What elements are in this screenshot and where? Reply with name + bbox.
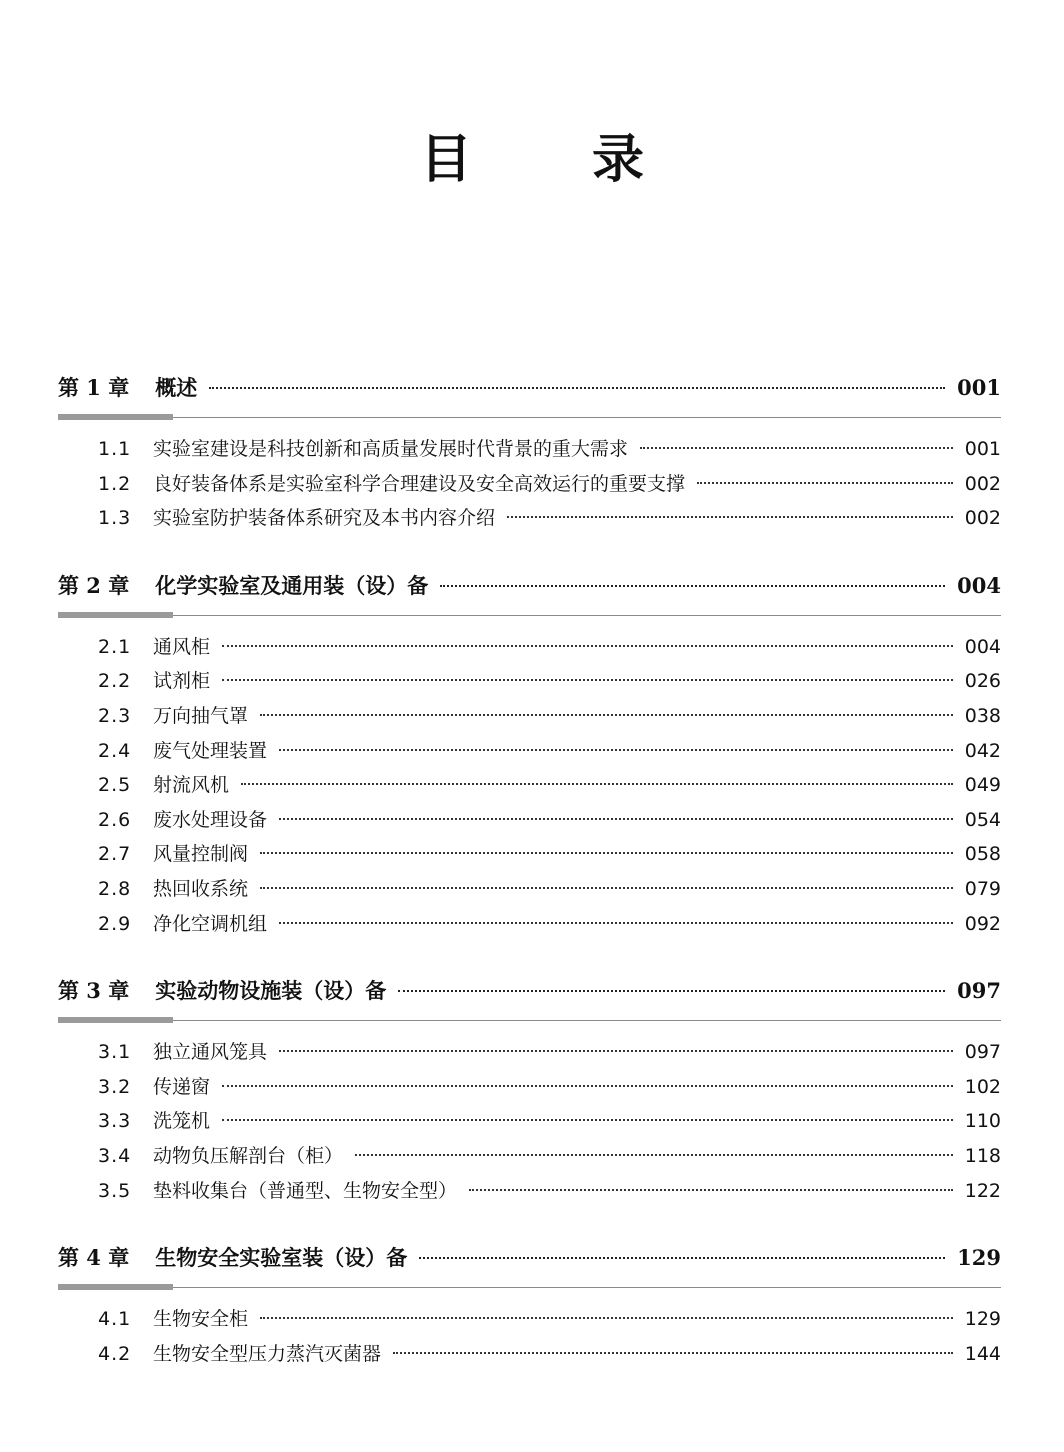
dot-leader <box>209 387 945 389</box>
section-page: 092 <box>964 912 1001 935</box>
section-title: 实验室建设是科技创新和高质量发展时代背景的重大需求 <box>153 438 629 460</box>
section-number: 2.6 <box>98 808 132 831</box>
section-title: 射流风机 <box>153 774 230 797</box>
toc-entry[interactable] <box>58 1139 1001 1174</box>
section-title: 通风柜 <box>153 635 211 658</box>
toc-entry[interactable] <box>58 1104 1001 1139</box>
page-title: 目录 <box>419 129 764 190</box>
chapter-title: 化学实验室及通用装（设）备 <box>155 572 429 598</box>
section-title: 废水处理设备 <box>153 808 268 831</box>
chapter-2 <box>58 566 1001 941</box>
chapter-heading[interactable] <box>58 971 1001 1011</box>
toc-entry[interactable] <box>58 1035 1001 1070</box>
section-page: 129 <box>964 1308 1001 1331</box>
chapter-rule <box>58 1280 1001 1292</box>
section-number: 4.2 <box>98 1342 132 1365</box>
chapter-page: 129 <box>957 1245 1001 1271</box>
chapter-title: 实验动物设施装（设）备 <box>155 978 387 1004</box>
section-page: 097 <box>964 1041 1001 1064</box>
section-page: 054 <box>964 808 1001 831</box>
section-title: 洗笼机 <box>153 1110 211 1133</box>
dot-leader <box>355 1154 953 1156</box>
section-number: 2.2 <box>98 670 132 693</box>
section-number: 3.1 <box>98 1041 132 1064</box>
section-page: 038 <box>964 704 1001 727</box>
dot-leader <box>469 1189 953 1191</box>
dot-leader <box>697 482 953 484</box>
dot-leader <box>260 714 953 716</box>
chapter-4 <box>58 1238 1001 1371</box>
section-title: 热回收系统 <box>153 877 249 900</box>
section-list <box>58 1292 1001 1371</box>
section-page: 102 <box>964 1075 1001 1098</box>
section-page: 001 <box>964 438 1001 460</box>
section-page: 049 <box>964 774 1001 797</box>
chapter-rule <box>58 1013 1001 1025</box>
dot-leader <box>260 852 953 854</box>
toc-entry[interactable] <box>58 630 1001 665</box>
dot-leader <box>393 1352 953 1354</box>
dot-leader <box>222 679 953 681</box>
dot-leader <box>640 447 953 449</box>
section-title: 生物安全型压力蒸汽灭菌器 <box>153 1342 382 1365</box>
section-list <box>58 620 1001 941</box>
toc-entry[interactable] <box>58 699 1001 734</box>
chapter-number: 第 3 章 <box>58 978 130 1004</box>
section-page: 026 <box>964 670 1001 693</box>
section-number: 2.4 <box>98 739 132 762</box>
section-page: 002 <box>964 472 1001 495</box>
section-title: 万向抽气罩 <box>153 704 249 727</box>
dot-leader <box>222 645 953 647</box>
section-list <box>58 422 1001 536</box>
dot-leader <box>398 990 945 992</box>
dot-leader <box>260 1317 953 1319</box>
chapter-heading[interactable] <box>58 1238 1001 1278</box>
section-page: 058 <box>964 843 1001 866</box>
chapter-page: 001 <box>957 375 1001 400</box>
toc-entry[interactable] <box>58 803 1001 838</box>
section-page: 122 <box>964 1179 1001 1202</box>
toc-entry[interactable] <box>58 1070 1001 1105</box>
toc-entry[interactable] <box>58 467 1001 502</box>
section-title: 废气处理装置 <box>153 739 268 762</box>
section-number: 2.5 <box>98 774 132 797</box>
chapter-1 <box>58 368 1001 536</box>
section-page: 110 <box>964 1110 1001 1133</box>
toc-entry[interactable] <box>58 1302 1001 1337</box>
dot-leader <box>279 922 953 924</box>
chapter-number: 第 2 章 <box>58 572 130 598</box>
section-number: 3.3 <box>98 1110 132 1133</box>
dot-leader <box>241 783 953 785</box>
chapter-3 <box>58 971 1001 1208</box>
dot-leader <box>222 1119 953 1121</box>
chapter-page: 004 <box>957 572 1001 598</box>
chapter-rule <box>58 410 1001 422</box>
section-title: 动物负压解剖台（柜） <box>153 1144 344 1167</box>
toc-entry[interactable] <box>58 734 1001 769</box>
chapter-rule <box>58 608 1001 620</box>
section-number: 1.3 <box>98 507 132 530</box>
section-number: 2.9 <box>98 912 132 935</box>
toc-entry[interactable] <box>58 432 1001 467</box>
chapter-heading[interactable] <box>58 566 1001 606</box>
toc-entry[interactable] <box>58 837 1001 872</box>
toc-entry[interactable] <box>58 1337 1001 1372</box>
section-number: 1.2 <box>98 472 132 495</box>
section-page: 079 <box>964 877 1001 900</box>
section-page: 002 <box>964 507 1001 530</box>
section-list <box>58 1025 1001 1208</box>
chapter-page: 097 <box>957 978 1001 1004</box>
toc-entry[interactable] <box>58 768 1001 803</box>
dot-leader <box>419 1257 945 1259</box>
section-number: 2.8 <box>98 877 132 900</box>
section-number: 1.1 <box>98 438 132 460</box>
section-title: 独立通风笼具 <box>153 1041 268 1064</box>
dot-leader <box>222 1085 953 1087</box>
table-of-contents <box>58 368 1001 1401</box>
section-title: 生物安全柜 <box>153 1308 249 1331</box>
section-number: 3.4 <box>98 1144 132 1167</box>
dot-leader <box>507 516 953 518</box>
section-title: 垫料收集台（普通型、生物安全型） <box>153 1179 458 1202</box>
toc-entry[interactable] <box>58 1174 1001 1209</box>
section-title: 风量控制阀 <box>153 843 249 866</box>
section-number: 2.3 <box>98 704 132 727</box>
section-page: 004 <box>964 635 1001 658</box>
section-title: 净化空调机组 <box>153 912 268 935</box>
section-number: 4.1 <box>98 1308 132 1331</box>
toc-entry[interactable] <box>58 872 1001 907</box>
toc-entry[interactable] <box>58 501 1001 536</box>
dot-leader <box>440 585 945 587</box>
section-number: 3.5 <box>98 1179 132 1202</box>
toc-entry[interactable] <box>58 907 1001 942</box>
section-number: 3.2 <box>98 1075 132 1098</box>
section-title: 试剂柜 <box>153 670 211 693</box>
dot-leader <box>260 887 953 889</box>
section-page: 118 <box>964 1144 1001 1167</box>
chapter-number: 第 4 章 <box>58 1245 130 1271</box>
toc-entry[interactable] <box>58 664 1001 699</box>
section-page: 042 <box>964 739 1001 762</box>
section-page: 144 <box>964 1342 1001 1365</box>
dot-leader <box>279 749 953 751</box>
section-title: 传递窗 <box>153 1075 211 1098</box>
chapter-number: 第 1 章 <box>58 375 130 400</box>
section-title: 良好装备体系是实验室科学合理建设及安全高效运行的重要支撑 <box>153 472 686 495</box>
section-number: 2.7 <box>98 843 132 866</box>
section-title: 实验室防护装备体系研究及本书内容介绍 <box>153 507 496 530</box>
dot-leader <box>279 1050 953 1052</box>
chapter-heading[interactable] <box>58 368 1001 408</box>
chapter-title: 生物安全实验室装（设）备 <box>155 1245 408 1271</box>
dot-leader <box>279 818 953 820</box>
chapter-title: 概述 <box>155 375 198 400</box>
section-number: 2.1 <box>98 635 132 658</box>
